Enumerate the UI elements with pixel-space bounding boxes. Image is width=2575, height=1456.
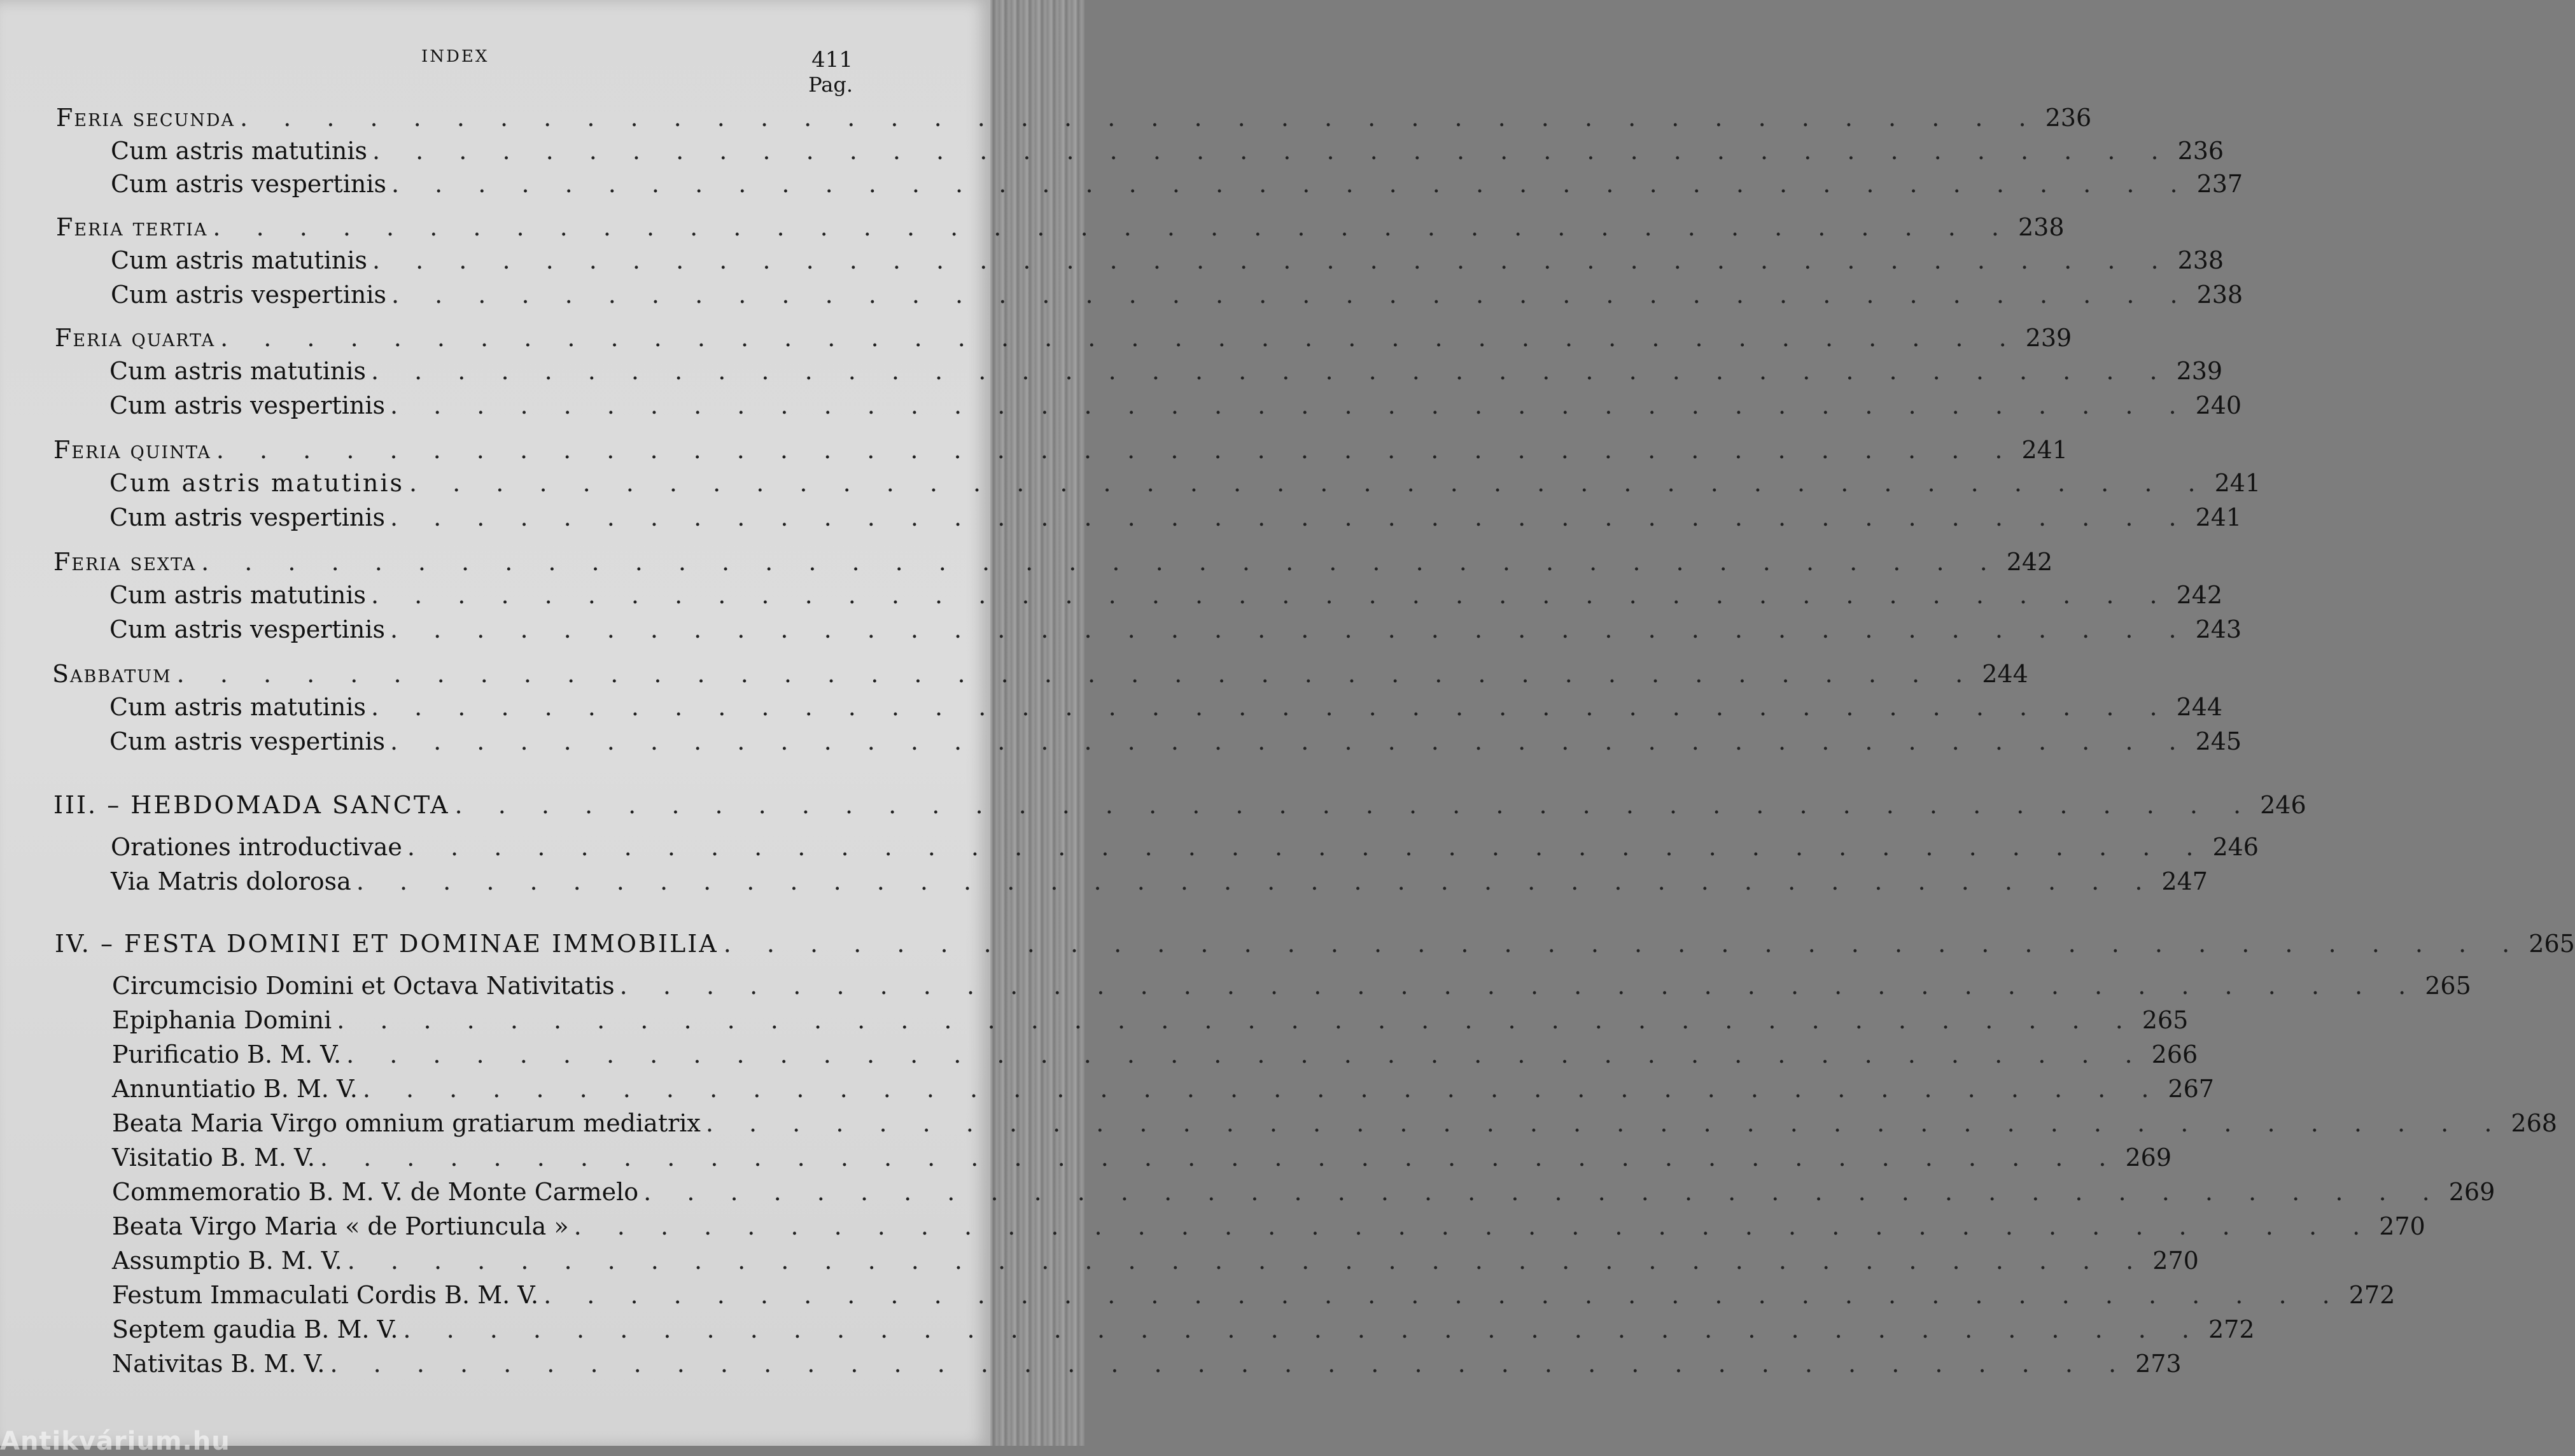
page-number: 411	[811, 47, 853, 73]
toc-entry-page: 247	[2161, 867, 2208, 895]
toc-entry	[112, 1212, 2425, 1241]
toc-entry-page: 244	[1982, 660, 2028, 688]
toc-entry-label: Circumcisio Domini et Octava Nativitatis	[112, 972, 615, 1000]
leader-dots: . . . . . . . . . . . . . . . . . . . . . . . . . . . . . . . . . . . . . . . . . .	[723, 930, 2524, 958]
toc-entry	[109, 503, 2242, 532]
toc-entry-page: 237	[2196, 170, 2243, 198]
toc-entry-page: 265	[2142, 1006, 2189, 1034]
toc-entry	[112, 1280, 2396, 1310]
toc-entry-label: Purificatio B. M. V.	[112, 1040, 342, 1068]
toc-entry	[112, 1246, 2199, 1275]
leader-dots: . . . . . . . . . . . . . . . . . . . . . . . . . . . . . . . . . . . . . . . . . .	[319, 1144, 2121, 1172]
toc-entry-page: 238	[2017, 213, 2065, 241]
leader-dots: . . . . . . . . . . . . . . . . . . . . . . . . . . . . . . . . . . . . . . . . . .	[389, 391, 2191, 419]
toc-entry-page: 270	[2152, 1247, 2199, 1275]
toc-entry-page: 241	[2195, 503, 2242, 531]
toc-entry-label: Cum astris matutinis	[109, 357, 366, 385]
toc-entry-page: 242	[2006, 548, 2053, 576]
toc-entry	[112, 1109, 2557, 1138]
leader-dots: . . . . . . . . . . . . . . . . . . . . . . . . . . . . . . . . . . . . . . . . . .	[372, 137, 2173, 165]
toc-entry-page: 272	[2208, 1315, 2255, 1343]
leader-dots: . . . . . . . . . . . . . . . . . . . . . . . . . . . . . . . . . . . . . . . . . .	[240, 104, 2040, 132]
toc-entry-page: 265	[2425, 972, 2471, 1000]
leader-dots: . . . . . . . . . . . . . . . . . . . . . . . . . . . . . . . . . . . . . . . . . .	[391, 281, 2192, 309]
toc-entry-label: Feria quinta	[53, 436, 211, 464]
toc-entry	[55, 929, 2575, 958]
leader-dots: . . . . . . . . . . . . . . . . . . . . . . . . . . . . . . . . . . . . . . . . . .	[391, 170, 2192, 198]
toc-entry-page: 269	[2125, 1144, 2172, 1172]
toc-entry-label: Cum astris vespertinis	[109, 615, 385, 643]
toc-entry-label: Sabbatum	[52, 660, 172, 688]
toc-entry-label: Epiphania Domini	[112, 1006, 332, 1034]
toc-entry	[112, 1040, 2198, 1069]
toc-entry	[112, 1177, 2495, 1207]
toc-entry	[111, 867, 2208, 896]
toc-entry	[111, 136, 2224, 165]
leader-dots: . . . . . . . . . . . . . . . . . . . . . . . . . . . . . . . . . . . . . . . . . .	[213, 213, 2013, 241]
toc-entry-label: Cum astris vespertinis	[111, 281, 386, 309]
toc-entry-page: 246	[2212, 833, 2259, 861]
toc-entry-label: Via Matris dolorosa	[111, 867, 351, 895]
leader-dots: . . . . . . . . . . . . . . . . . . . . . . . . . . . . . . . . . . . . . . . . . .	[176, 660, 1977, 688]
toc-entry-label: Cum astris vespertinis	[109, 503, 385, 531]
leader-dots: . . . . . . . . . . . . . . . . . . . . . . . . . . . . . . . . . . . . . . . . . .	[454, 791, 2256, 819]
leader-dots: . . . . . . . . . . . . . . . . . . . . . . . . . . . . . . . . . . . . . . . . . .	[643, 1178, 2444, 1206]
leader-dots: . . . . . . . . . . . . . . . . . . . . . . . . . . . . . . . . . . . . . . . . . .	[619, 972, 2420, 1000]
toc-entry-label: Cum astris matutinis	[109, 581, 366, 609]
toc-entry-page: 239	[2025, 324, 2072, 352]
toc-entry-label: Commemoratio B. M. V. de Monte Carmelo	[112, 1178, 639, 1206]
toc-entry-page: 241	[2021, 436, 2068, 464]
toc-entry-page: 244	[2176, 693, 2223, 721]
leader-dots: . . . . . . . . . . . . . . . . . . . . . . . . . . . . . . . . . . . . . . . . . .	[347, 1247, 2148, 1275]
toc-entry-page: 268	[2511, 1109, 2557, 1137]
toc-entry-label: III. – HEBDOMADA SANCTA	[53, 791, 450, 819]
leader-dots: . . . . . . . . . . . . . . . . . . . . . . . . . . . . . . . . . . . . . . . . . .	[705, 1109, 2506, 1137]
toc-entry-label: Visitatio B. M. V.	[112, 1144, 315, 1172]
toc-entry-page: 238	[2196, 281, 2243, 309]
leader-dots: . . . . . . . . . . . . . . . . . . . . . . . . . . . . . . . . . . . . . . . . . .	[362, 1075, 2163, 1103]
toc-entry-page: 273	[2135, 1350, 2182, 1378]
leader-dots: . . . . . . . . . . . . . . . . . . . . . . . . . . . . . . . . . . . . . . . . . .	[370, 693, 2172, 721]
toc-entry	[53, 435, 2068, 465]
toc-entry	[111, 832, 2259, 862]
leader-dots: . . . . . . . . . . . . . . . . . . . . . . . . . . . . . . . . . . . . . . . . . .	[370, 357, 2172, 385]
toc-entry	[53, 790, 2306, 820]
toc-entry	[112, 1349, 2182, 1378]
running-header-title: INDEX	[421, 47, 489, 66]
leader-dots: . . . . . . . . . . . . . . . . . . . . . . . . . . . . . . . . . . . . . . . . . .	[409, 469, 2210, 497]
leader-dots: . . . . . . . . . . . . . . . . . . . . . . . . . . . . . . . . . . . . . . . . . .	[403, 1315, 2203, 1343]
leader-dots: . . . . . . . . . . . . . . . . . . . . . . . . . . . . . . . . . . . . . . . . . .	[220, 324, 2021, 352]
toc-entry-page: 245	[2195, 727, 2242, 755]
toc-entry-label: Nativitas B. M. V.	[112, 1350, 325, 1378]
leader-dots: . . . . . . . . . . . . . . . . . . . . . . . . . . . . . . . . . . . . . . . . . .	[389, 727, 2191, 755]
toc-entry-label: IV. – FESTA DOMINI ET DOMINAE IMMOBILIA	[55, 930, 719, 958]
toc-entry-label: Cum astris matutinis	[111, 246, 367, 274]
toc-entry-label: Beata Virgo Maria « de Portiuncula »	[112, 1212, 569, 1240]
toc-entry	[111, 280, 2243, 309]
toc-entry	[109, 356, 2223, 386]
toc-entry-label: Septem gaudia B. M. V.	[112, 1315, 398, 1343]
toc-entry-page: 266	[2151, 1040, 2198, 1068]
toc-entry-page: 243	[2195, 615, 2242, 643]
toc-entry-label: Annuntiatio B. M. V.	[112, 1075, 358, 1103]
toc-entry-label: Orationes introductivae	[111, 833, 402, 861]
toc-entry	[109, 580, 2223, 610]
toc-entry	[52, 659, 2028, 689]
toc-entry-label: Cum astris matutinis	[109, 693, 366, 721]
toc-entry-label: Cum astris matutinis	[111, 137, 367, 165]
toc-entry-page: 239	[2176, 357, 2223, 385]
toc-entry	[109, 727, 2242, 756]
toc-entry	[112, 1315, 2255, 1344]
pag-column-label: Pag.	[808, 73, 853, 97]
toc-entry-label: Cum astris vespertinis	[109, 391, 385, 419]
toc-entry-label: Cum astris vespertinis	[111, 170, 386, 198]
toc-entry	[112, 1005, 2189, 1035]
toc-entry-label: Festum Immaculati Cordis B. M. V.	[112, 1281, 539, 1309]
toc-entry	[56, 213, 2065, 242]
leader-dots: . . . . . . . . . . . . . . . . . . . . . . . . . . . . . . . . . . . . . . . . . .	[389, 503, 2191, 531]
toc-entry	[111, 169, 2243, 199]
toc-entry	[112, 1143, 2172, 1172]
toc-entry	[111, 246, 2224, 275]
toc-entry	[109, 391, 2242, 420]
toc-entry-label: Assumptio B. M. V.	[112, 1247, 342, 1275]
toc-entry-label: Feria secunda	[56, 104, 235, 132]
leader-dots: . . . . . . . . . . . . . . . . . . . . . . . . . . . . . . . . . . . . . . . . . .	[370, 581, 2172, 609]
leader-dots: . . . . . . . . . . . . . . . . . . . . . . . . . . . . . . . . . . . . . . . . . .	[389, 615, 2191, 643]
toc-entry-page: 236	[2045, 104, 2092, 132]
toc-entry	[112, 971, 2471, 1000]
toc-entry-page: 242	[2176, 581, 2223, 609]
toc-entry	[55, 323, 2072, 353]
leader-dots: . . . . . . . . . . . . . . . . . . . . . . . . . . . . . . . . . . . . . . . . . .	[346, 1040, 2147, 1068]
leader-dots: . . . . . . . . . . . . . . . . . . . . . . . . . . . . . . . . . . . . . . . . . .	[337, 1006, 2137, 1034]
watermark: Antikvárium.hu	[0, 1427, 230, 1456]
toc-entry	[109, 615, 2242, 644]
toc-entry-page: 240	[2195, 391, 2242, 419]
toc-entry-label: Beata Maria Virgo omnium gratiarum mediatrix	[112, 1109, 701, 1137]
toc-entry	[53, 547, 2053, 577]
leader-dots: . . . . . . . . . . . . . . . . . . . . . . . . . . . . . . . . . . . . . . . . . .	[372, 246, 2173, 274]
leader-dots: . . . . . . . . . . . . . . . . . . . . . . . . . . . . . . . . . . . . . . . . . .	[544, 1281, 2344, 1309]
leader-dots: . . . . . . . . . . . . . . . . . . . . . . . . . . . . . . . . . . . . . . . . . .	[356, 867, 2157, 895]
leader-dots: . . . . . . . . . . . . . . . . . . . . . . . . . . . . . . . . . . . . . . . . . .	[573, 1212, 2375, 1240]
toc-entry-label: Feria sexta	[53, 548, 197, 576]
toc-entry-page: 246	[2260, 791, 2306, 819]
toc-entry-page: 269	[2448, 1178, 2495, 1206]
toc-entry	[56, 103, 2092, 132]
leader-dots: . . . . . . . . . . . . . . . . . . . . . . . . . . . . . . . . . . . . . . . . . .	[216, 436, 2017, 464]
toc-entry-page: 267	[2168, 1075, 2214, 1103]
toc-entry	[109, 692, 2223, 722]
leader-dots: . . . . . . . . . . . . . . . . . . . . . . . . . . . . . . . . . . . . . . . . . .	[201, 548, 2002, 576]
toc-entry-page: 241	[2214, 469, 2261, 497]
toc-entry-label: Feria quarta	[55, 324, 216, 352]
leader-dots: . . . . . . . . . . . . . . . . . . . . . . . . . . . . . . . . . . . . . . . . . .	[407, 833, 2208, 861]
toc-entry-page: 270	[2379, 1212, 2425, 1240]
toc-entry-label: Feria tertia	[56, 213, 208, 241]
toc-entry-page: 238	[2177, 246, 2224, 274]
toc-entry-page: 236	[2177, 137, 2224, 165]
toc-entry-page: 272	[2348, 1281, 2396, 1309]
toc-entry-label: Cum astris vespertinis	[109, 727, 385, 755]
leader-dots: . . . . . . . . . . . . . . . . . . . . . . . . . . . . . . . . . . . . . . . . . .	[330, 1350, 2131, 1378]
toc-entry-label: Cum astris matutinis	[109, 469, 404, 497]
toc-entry	[109, 468, 2261, 498]
toc-entry	[112, 1074, 2214, 1103]
toc-entry-page: 265	[2529, 930, 2575, 958]
